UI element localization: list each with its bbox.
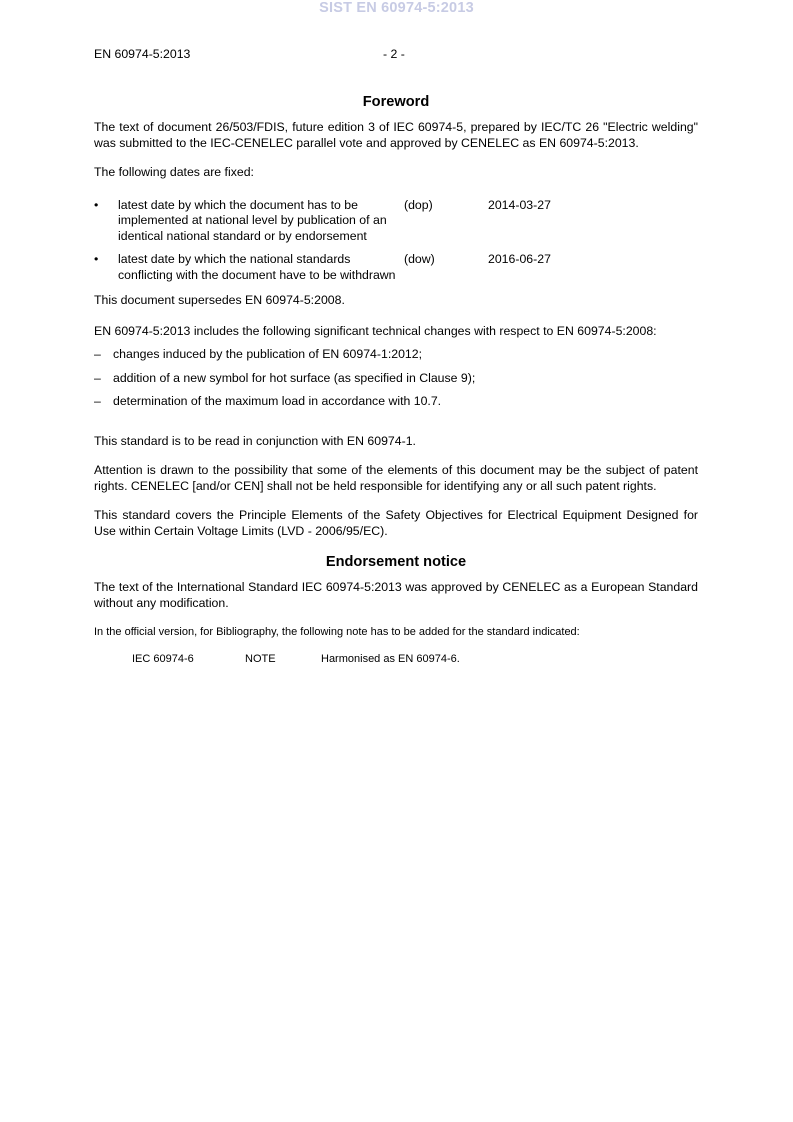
lvd-note: This standard covers the Principle Elements of the Safety Objectives for Electrical Equipment Designed for Use within Certain Voltage Limits (LVD - 2006/95/EC). bbox=[94, 508, 698, 538]
change-text: determination of the maximum load in accordance with 10.7. bbox=[113, 394, 442, 408]
dates-list bbox=[94, 198, 698, 284]
foreword-intro: The text of document 26/503/FDIS, future edition 3 of IEC 60974-5, prepared by IEC/TC 26 "Electric welding" was submitted to the IEC-CENELEC parallel vote and approved by CENELEC as EN 60974-5:2013. bbox=[94, 120, 698, 150]
bibliography-intro: In the official version, for Bibliography, the following note has to be added for the standard indicated: bbox=[94, 626, 580, 638]
bullet-icon: • bbox=[94, 197, 99, 212]
supersedes-note: This document supersedes EN 60974-5:2008. bbox=[94, 293, 345, 307]
dash-marker: – bbox=[94, 347, 101, 361]
bullet-icon: • bbox=[94, 252, 99, 266]
list-item bbox=[94, 347, 698, 363]
changes-list bbox=[94, 347, 698, 410]
page-number: - 2 - bbox=[383, 47, 405, 61]
dash-marker: – bbox=[94, 394, 101, 408]
change-text: addition of a new symbol for hot surface (as specified in Clause 9); bbox=[113, 370, 476, 385]
date-code: (dow) bbox=[404, 252, 435, 266]
date-row-dop bbox=[94, 198, 698, 245]
conjunction-note: This standard is to be read in conjunction with EN 60974-1. bbox=[94, 433, 416, 448]
list-item bbox=[94, 394, 698, 410]
changes-intro: EN 60974-5:2013 includes the following significant technical changes with respect to EN 60974-5:2008: bbox=[94, 323, 657, 338]
dates-intro: The following dates are fixed: bbox=[94, 165, 254, 179]
date-value: 2014-03-27 bbox=[488, 197, 551, 212]
date-description: latest date by which the national standards conflicting with the document have to be withdrawn bbox=[118, 252, 396, 282]
dash-marker: – bbox=[94, 370, 101, 385]
date-description: latest date by which the document has to be implemented at national level by publication of an identical national standard or by endorsement bbox=[118, 197, 387, 243]
bibliography-note-label: NOTE bbox=[245, 653, 276, 665]
date-row-dow bbox=[94, 252, 698, 283]
endorsement-title: Endorsement notice bbox=[325, 554, 467, 570]
bibliography-note-text: Harmonised as EN 60974-6. bbox=[321, 653, 460, 665]
document-id: EN 60974-5:2013 bbox=[94, 47, 191, 61]
watermark: SIST EN 60974-5:2013 bbox=[319, 0, 474, 16]
page-content bbox=[94, 93, 698, 666]
date-code: (dop) bbox=[404, 197, 433, 212]
patent-note: Attention is drawn to the possibility that some of the elements of this document may be the subject of patent rights. CENELEC [and/or CEN] shall not be held responsible for identifying any or all such patent rights. bbox=[94, 463, 698, 493]
date-value: 2016-06-27 bbox=[488, 252, 551, 266]
change-text: changes induced by the publication of EN 60974-1:2012; bbox=[113, 347, 423, 361]
foreword-title: Foreword bbox=[362, 94, 430, 110]
bibliography-entry bbox=[94, 652, 698, 666]
list-item bbox=[94, 371, 698, 387]
endorsement-text: The text of the International Standard IEC 60974-5:2013 was approved by CENELEC as a European Standard without any modification. bbox=[94, 580, 698, 610]
bibliography-standard: IEC 60974-6 bbox=[132, 653, 194, 665]
